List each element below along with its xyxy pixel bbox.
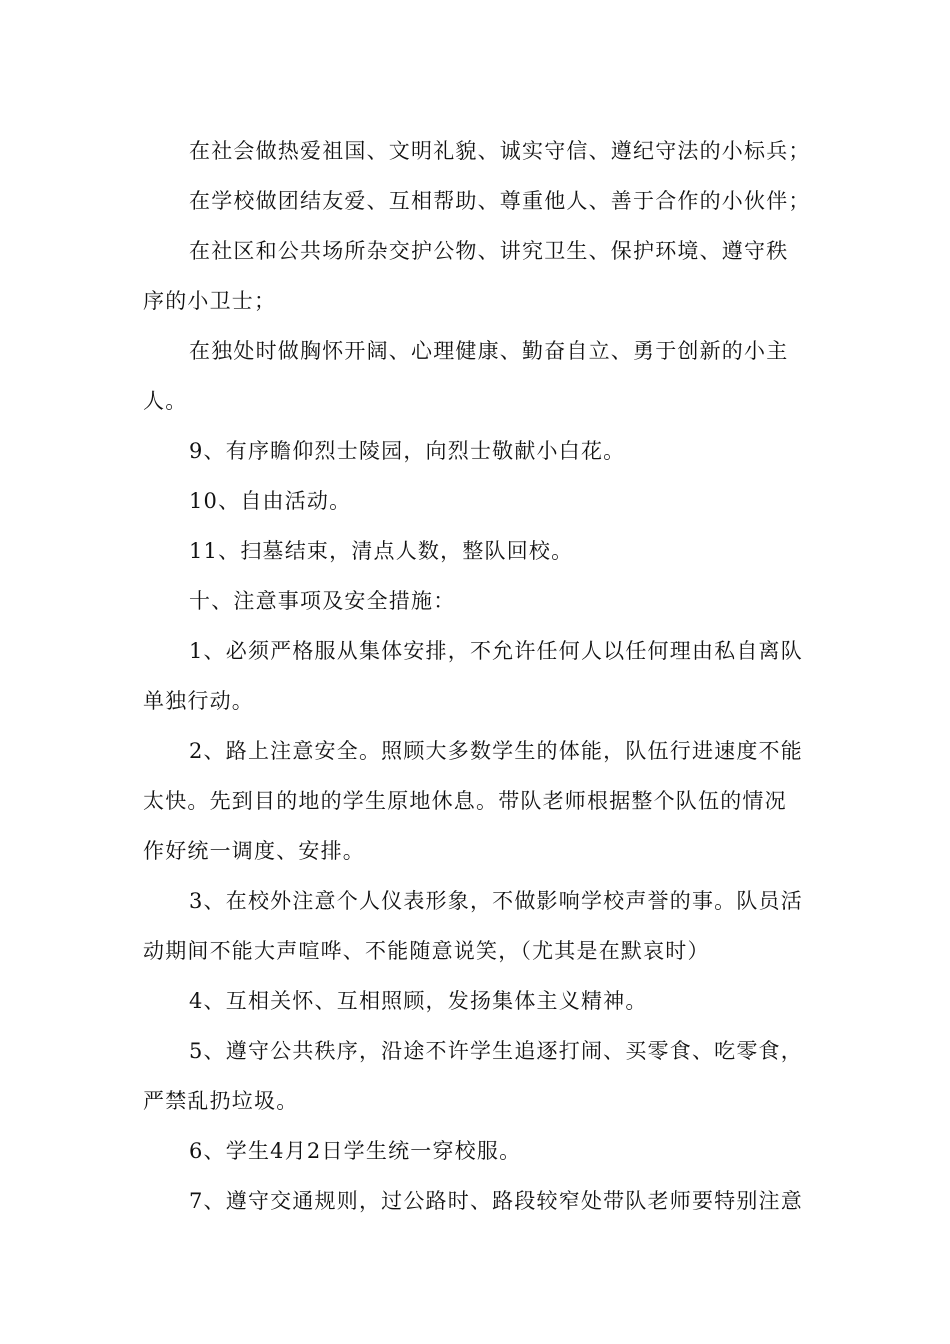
text-line: 7、遵守交通规则，过公路时、路段较窄处带队老师要特别注意 [189, 1189, 803, 1213]
text-line: 6、学生4月2日学生统一穿校服。 [189, 1139, 522, 1163]
text-line: 人。 [143, 389, 188, 413]
text-line: 11、扫墓结束，清点人数，整队回校。 [189, 539, 574, 563]
text-line: 在社会做热爱祖国、文明礼貌、诚实守信、遵纪守法的小标兵； [189, 139, 811, 163]
text-line: 在独处时做胸怀开阔、心理健康、勤奋自立、勇于创新的小主 [189, 339, 789, 363]
text-line: 太快。先到目的地的学生原地休息。带队老师根据整个队伍的情况 [143, 789, 787, 813]
text-line: 10、自由活动。 [189, 489, 352, 513]
text-line: 5、遵守公共秩序，沿途不许学生追逐打闹、买零食、吃零食， [189, 1039, 803, 1063]
text-line: 9、有序瞻仰烈士陵园，向烈士敬献小白花。 [189, 439, 626, 463]
text-line: 动期间不能大声喧哗、不能随意说笑，（尤其是在默哀时） [143, 939, 710, 963]
text-line: 作好统一调度、安排。 [143, 839, 365, 863]
text-line: 单独行动。 [143, 689, 254, 713]
text-line: 在社区和公共场所杂交护公物、讲究卫生、保护环境、遵守秩 [189, 239, 789, 263]
text-line: 4、互相关怀、互相照顾，发扬集体主义精神。 [189, 989, 648, 1013]
section-heading: 十、注意事项及安全措施： [189, 589, 456, 613]
text-line: 在学校做团结友爱、互相帮助、尊重他人、善于合作的小伙伴； [189, 189, 811, 213]
text-line: 2、路上注意安全。照顾大多数学生的体能，队伍行进速度不能 [189, 739, 803, 763]
text-line: 3、在校外注意个人仪表形象，不做影响学校声誉的事。队员活 [189, 889, 803, 913]
text-line: 序的小卫士； [143, 289, 277, 313]
text-line: 1、必须严格服从集体安排，不允许任何人以任何理由私自离队 [189, 639, 803, 663]
text-line: 严禁乱扔垃圾。 [143, 1089, 299, 1113]
